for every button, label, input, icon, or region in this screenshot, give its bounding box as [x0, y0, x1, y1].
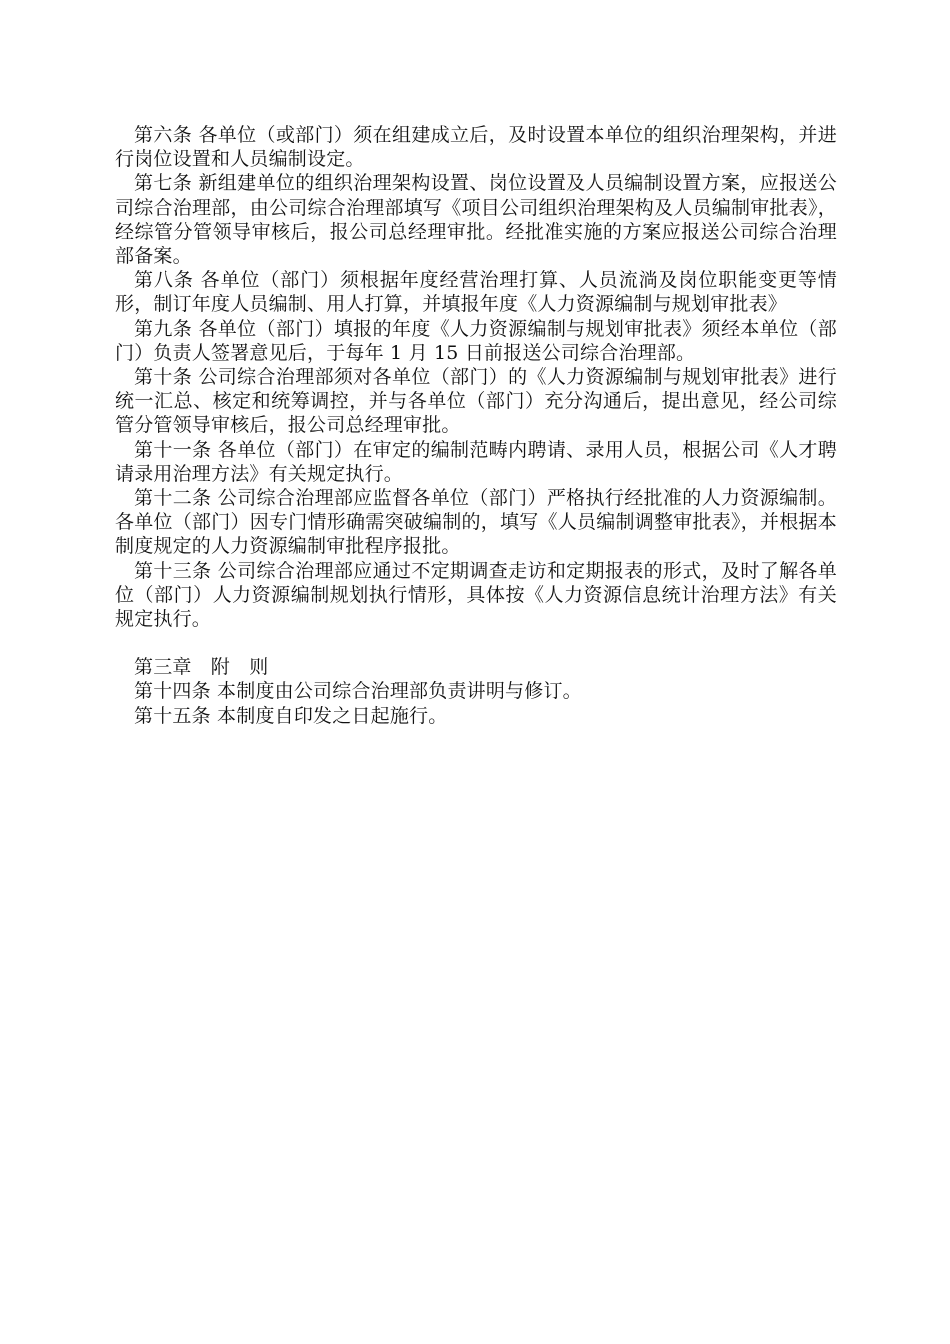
article-15: 第十五条 本制度自印发之日起施行。: [134, 704, 448, 727]
article-12: 第十二条 公司综合治理部应监督各单位（部门）严格执行经批准的人力资源编制。各单位（部门）因专门情形确需突破编制的，填写《人员编制调整审批表》，并根据本制度规定的人力资源编制审批程序报批。: [115, 487, 837, 558]
article-13: 第十三条 公司综合治理部应通过不定期调查走访和定期报表的形式，及时了解各单位（部门）人力资源编制规划执行情形，具体按《人力资源信息统计治理方法》有关规定执行。: [115, 559, 837, 631]
document-body: [115, 123, 837, 728]
section-spacer: [115, 631, 837, 655]
chapter-heading: 第三章 附 则: [134, 656, 269, 679]
article-7: 第七条 新组建单位的组织治理架构设置、岗位设置及人员编制设置方案，应报送公司综合治理部，由公司综合治理部填写《项目公司组织治理架构及人员编制审批表》，经综管分管领导审核后，报公司总经理审批。经批准实施的方案应报送公司综合治理部备案。: [115, 172, 837, 268]
article-9: 第九条 各单位（部门）填报的年度《人力资源编制与规划审批表》须经本单位（部门）负责人签署意见后，于每年 1 月 15 日前报送公司综合治理部。: [115, 317, 837, 364]
article-8: 第八条 各单位（部门）须根据年度经营治理打算、人员流淌及岗位职能变更等情形，制订年度人员编制、用人打算，并填报年度《人力资源编制与规划审批表》: [115, 269, 837, 316]
article-10: 第十条 公司综合治理部须对各单位（部门）的《人力资源编制与规划审批表》进行统一汇总、核定和统筹调控，并与各单位（部门）充分沟通后，提出意见，经公司综管分管领导审核后，报公司总经理审批。: [115, 366, 837, 437]
article-6: 第六条 各单位（或部门）须在组建成立后，及时设置本单位的组织治理架构，并进行岗位设置和人员编制设定。: [115, 124, 837, 171]
article-14: 第十四条 本制度由公司综合治理部负责讲明与修订。: [134, 680, 582, 703]
article-11: 第十一条 各单位（部门）在审定的编制范畴内聘请、录用人员，根据公司《人才聘请录用治理方法》有关规定执行。: [115, 438, 837, 485]
